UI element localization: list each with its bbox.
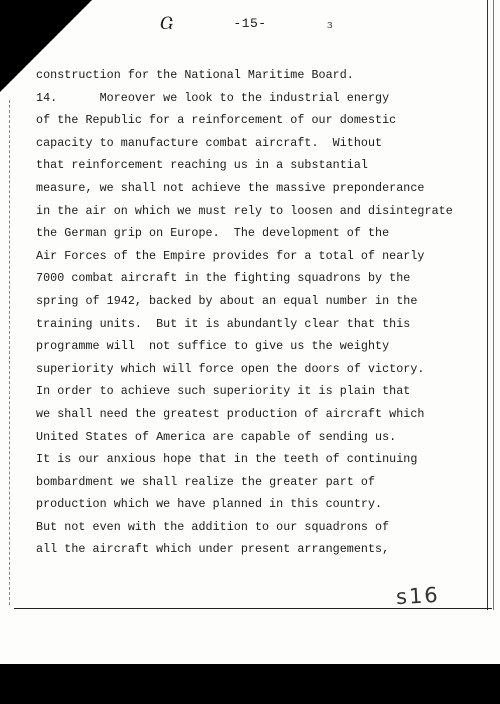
left-margin-line <box>9 100 10 605</box>
text-line: United States of America are capable of sending us. <box>36 429 397 444</box>
text-line: in the air on which we must rely to loosen and disintegrate <box>36 203 453 218</box>
text-line: measure, we shall not achieve the massive preponderance <box>36 180 425 195</box>
text-line: that reinforcement reaching us in a substantial <box>36 158 368 173</box>
text-line: capacity to manufacture combat aircraft. Without <box>36 135 383 150</box>
text-line: 7000 combat aircraft in the fighting squadrons by the <box>36 271 411 286</box>
scan-bottom-border <box>0 664 500 704</box>
right-edge-line <box>487 0 488 610</box>
text-line: programme will not suffice to give us the weighty <box>36 339 390 354</box>
text-line: superiority which will force open the doors of victory. <box>36 361 425 376</box>
text-line: bombardment we shall realize the greater part of <box>36 474 376 489</box>
text-line: we shall need the greatest production of aircraft which <box>36 406 425 421</box>
text-line: 14. Moreover we look to the industrial energy <box>36 90 390 105</box>
handwritten-page-note: s16 <box>395 582 441 610</box>
header-handwritten-mark: Ⴚ <box>160 15 174 33</box>
text-line: the German grip on Europe. The development of the <box>36 226 390 241</box>
right-edge-line <box>493 0 494 610</box>
bottom-rule <box>14 608 492 609</box>
text-line: construction for the National Maritime Board. <box>36 68 354 82</box>
text-line: But not even with the addition to our squadrons of <box>36 519 390 534</box>
text-line: training units. But it is abundantly clear that this <box>36 316 411 331</box>
header-small-mark: ɜ <box>327 18 333 31</box>
text-line: spring of 1942, backed by about an equal number in the <box>36 293 418 308</box>
text-line: In order to achieve such superiority it is plain that <box>36 384 411 399</box>
text-line: production which we have planned in this country. <box>36 497 383 512</box>
text-line: It is our anxious hope that in the teeth of continuing <box>36 452 418 467</box>
text-line: of the Republic for a reinforcement of our domestic <box>36 113 397 128</box>
text-line: all the aircraft which under present arrangements, <box>36 542 390 557</box>
page-number: -15- <box>233 16 267 31</box>
body-text <box>36 64 476 561</box>
text-line: Air Forces of the Empire provides for a total of nearly <box>36 248 425 263</box>
